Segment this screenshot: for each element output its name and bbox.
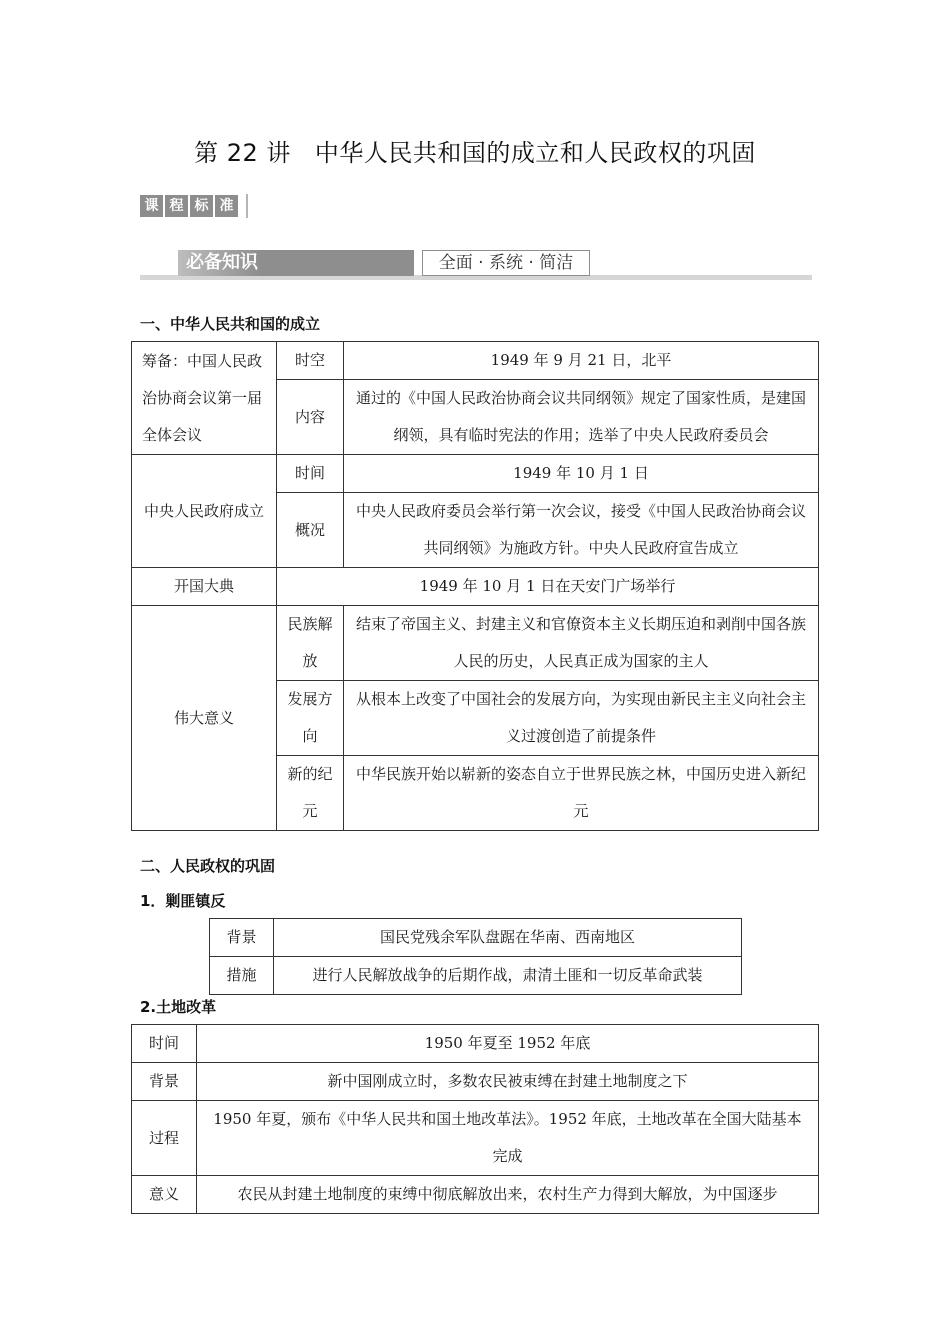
row-label: 措施 — [210, 957, 274, 995]
row-value: 农民从封建土地制度的束缚中彻底解放出来，农村生产力得到大解放，为中国逐步 — [197, 1176, 819, 1214]
section2-heading: 二、人民政权的巩固 — [140, 857, 276, 875]
prep-label: 筹备：中国人民政治协商会议第一届全体会议 — [132, 342, 277, 455]
sub2-heading: 2.土地改革 — [140, 998, 217, 1016]
prep-content-value: 通过的《中国人民政治协商会议共同纲领》规定了国家性质，是建国纲领，具有临时宪法的作用；选举了中央人民政府委员会 — [344, 380, 819, 455]
prep-time-value: 1949 年 9 月 21 日，北平 — [344, 342, 819, 380]
table-row — [210, 919, 742, 957]
table-row — [132, 606, 819, 681]
section-banner — [140, 248, 812, 282]
row-value: 1950 年夏，颁布《中华人民共和国土地改革法》。1952 年底，土地改革在全国大陆基本完成 — [197, 1101, 819, 1176]
ceremony-label: 开国大典 — [132, 568, 277, 606]
significance-row-label: 新的纪元 — [277, 756, 344, 831]
gov-time-label: 时间 — [277, 455, 344, 493]
row-value: 1950 年夏至 1952 年底 — [197, 1025, 819, 1063]
table-row — [210, 957, 742, 995]
course-standard-label — [140, 194, 248, 218]
row-value: 国民党残余军队盘踞在华南、西南地区 — [274, 919, 742, 957]
prep-content-label: 内容 — [277, 380, 344, 455]
divider — [246, 194, 248, 218]
significance-row-value: 结束了帝国主义、封建主义和官僚资本主义长期压迫和剥削中国各族人民的历史，人民真正成为国家的主人 — [344, 606, 819, 681]
table-row — [132, 1063, 819, 1101]
row-label: 意义 — [132, 1176, 197, 1214]
bandit-table — [209, 918, 742, 995]
significance-row-value: 从根本上改变了中国社会的发展方向，为实现由新民主主义向社会主义过渡创造了前提条件 — [344, 681, 819, 756]
gov-time-value: 1949 年 10 月 1 日 — [344, 455, 819, 493]
row-label: 过程 — [132, 1101, 197, 1176]
table-row — [132, 1176, 819, 1214]
table-row — [132, 1101, 819, 1176]
row-value: 新中国刚成立时，多数农民被束缚在封建土地制度之下 — [197, 1063, 819, 1101]
row-label: 时间 — [132, 1025, 197, 1063]
table-row — [132, 1025, 819, 1063]
course-standard-char: 准 — [215, 195, 238, 217]
table-row — [132, 455, 819, 493]
table-row — [132, 342, 819, 380]
lesson-number: 第 22 讲 — [194, 139, 291, 167]
significance-row-label: 民族解放 — [277, 606, 344, 681]
significance-label: 伟大意义 — [132, 606, 277, 831]
course-standard-char: 程 — [165, 195, 188, 217]
gov-overview-value: 中央人民政府委员会举行第一次会议，接受《中国人民政治协商会议共同纲领》为施政方针。中央人民政府宣告成立 — [344, 493, 819, 568]
lesson-title-text: 中华人民共和国的成立和人民政权的巩固 — [314, 139, 756, 167]
land-reform-table — [131, 1024, 819, 1214]
banner-right-text: 全面 · 系统 · 简洁 — [422, 250, 590, 276]
banner-left-text: 必备知识 — [186, 252, 258, 273]
prep-time-label: 时空 — [277, 342, 344, 380]
table-row — [132, 568, 819, 606]
course-standard-char: 课 — [140, 195, 163, 217]
row-value: 进行人民解放战争的后期作战，肃清土匪和一切反革命武装 — [274, 957, 742, 995]
ceremony-value: 1949 年 10 月 1 日在天安门广场举行 — [277, 568, 819, 606]
gov-overview-label: 概况 — [277, 493, 344, 568]
section1-heading: 一、中华人民共和国的成立 — [140, 315, 321, 333]
course-standard-char: 标 — [190, 195, 213, 217]
row-label: 背景 — [210, 919, 274, 957]
gov-label: 中央人民政府成立 — [132, 455, 277, 568]
lesson-title — [0, 133, 950, 168]
sub1-heading: 1．剿匪镇反 — [140, 892, 226, 910]
row-label: 背景 — [132, 1063, 197, 1101]
significance-row-value: 中华民族开始以崭新的姿态自立于世界民族之林，中国历史进入新纪元 — [344, 756, 819, 831]
founding-table — [131, 341, 819, 831]
significance-row-label: 发展方向 — [277, 681, 344, 756]
